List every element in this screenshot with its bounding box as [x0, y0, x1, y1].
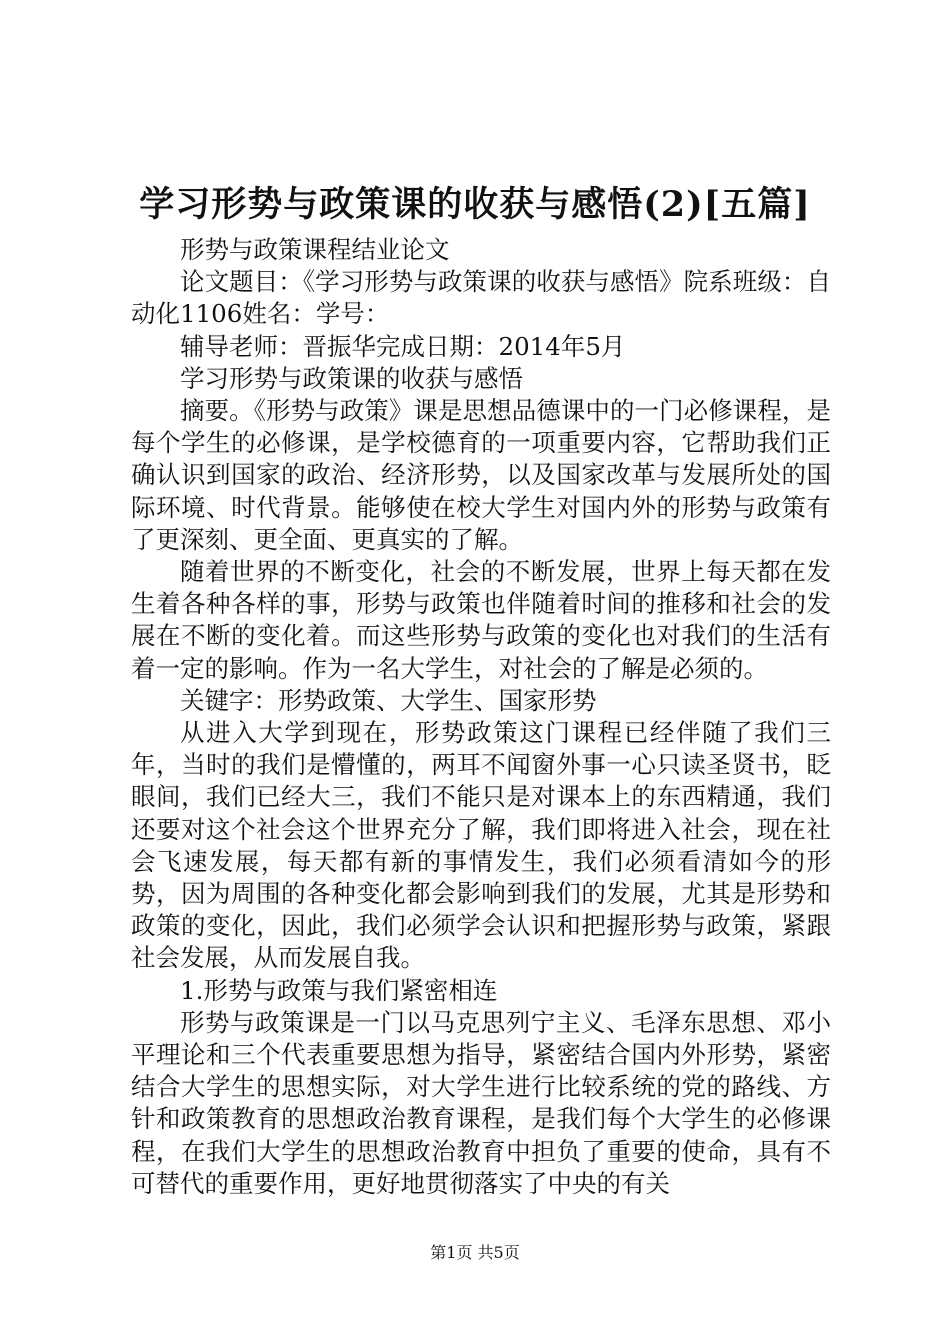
- paragraph-abstract: 摘要。《形势与政策》课是思想品德课中的一门必修课程，是每个学生的必修课，是学校德育的一项重要内容，它帮助我们正确认识到国家的政治、经济形势，以及国家改革与发展所处的国际环境、时代背景。能够使在校大学生对国内外的形势与政策有了更深刻、更全面、更真实的了解。: [131, 396, 831, 554]
- paragraph-body: 随着世界的不断变化，社会的不断发展，世界上每天都在发生着各种各样的事，形势与政策也伴随着时间的推移和社会的发展在不断的变化着。而这些形势与政策的变化也对我们的生活有着一定的影响。作为一名大学生，对社会的了解是必须的。: [131, 557, 831, 683]
- paragraph-course-heading: 形势与政策课程结业论文: [180, 235, 450, 264]
- paragraph-thesis-info: 论文题目：《学习形势与政策课的收获与感悟》院系班级：自动化1106姓名：学号：: [131, 267, 831, 329]
- section-heading: 1.形势与政策与我们紧密相连: [180, 975, 498, 1005]
- page-number-footer: 第1页 共5页: [430, 1243, 520, 1262]
- paragraph-subtitle: 学习形势与政策课的收获与感悟: [180, 363, 523, 393]
- paragraph-keywords: 关键字：形势政策、大学生、国家形势: [180, 685, 597, 715]
- document-body: [131, 234, 831, 1200]
- paragraph-body: 形势与政策课是一门以马克思列宁主义、毛泽东思想、邓小平理论和三个代表重要思想为指导，紧密结合国内外形势，紧密结合大学生的思想实际，对大学生进行比较系统的党的路线、方针和政策教育的思想政治教育课程，是我们每个大学生的必修课程，在我们大学生的思想政治教育中担负了重要的使命，具有不可替代的重要作用，更好地贯彻落实了中央的有关: [131, 1007, 831, 1198]
- paragraph-body: 从进入大学到现在，形势政策这门课程已经伴随了我们三年，当时的我们是懵懂的，两耳不闻窗外事一心只读圣贤书，眨眼间，我们已经大三，我们不能只是对课本上的东西精通，我们还要对这个社会这个世界充分了解，我们即将进入社会，现在社会飞速发展，每天都有新的事情发生，我们必须看清如今的形势，因为周围的各种变化都会影响到我们的发展，尤其是形势和政策的变化，因此，我们必须学会认识和把握形势与政策，紧跟社会发展，从而发展自我。: [131, 718, 831, 973]
- document-title: 学习形势与政策课的收获与感悟(2)[五篇]: [139, 184, 811, 225]
- paragraph-advisor-date: 辅导老师：晋振华完成日期：2014年5月: [180, 331, 626, 361]
